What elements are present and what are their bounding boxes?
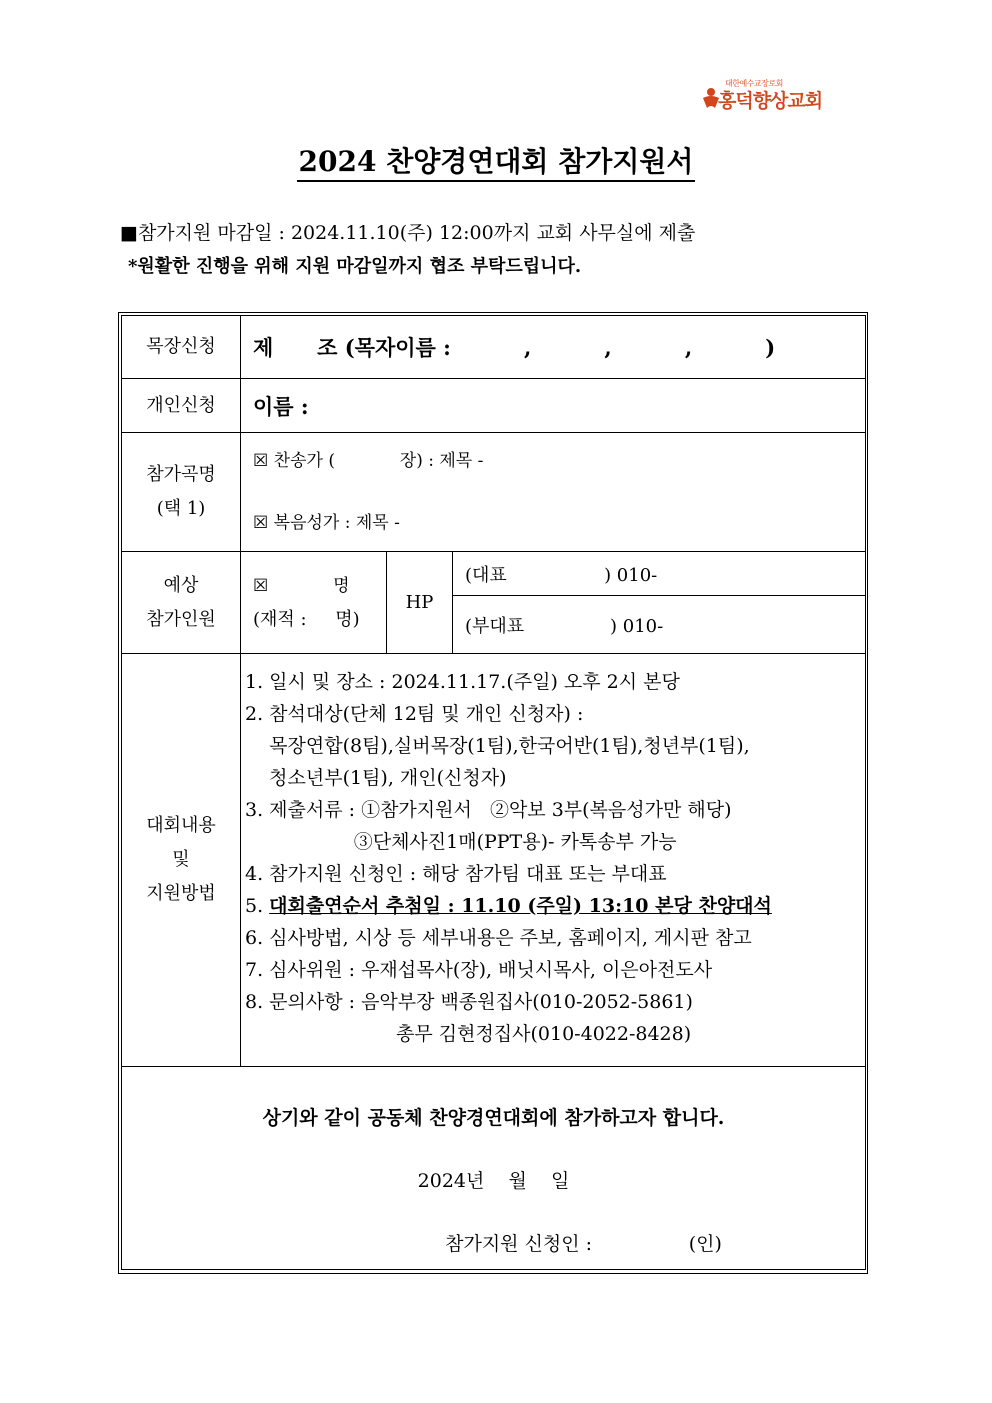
row-footer xyxy=(122,1067,866,1270)
song-title-label-line2: (택 1) xyxy=(156,498,206,519)
participation-statement: 상기와 같이 공동체 찬양경연대회에 참가하고자 합니다. xyxy=(262,1107,725,1129)
contest-details-label-line2: 및 xyxy=(172,849,190,870)
detail-item-4: 4. 참가지원 신청인 : 해당 참가팀 대표 또는 부대표 xyxy=(245,863,667,885)
participants-count[interactable]: ☒ 명 xyxy=(253,575,350,596)
gospel-option[interactable]: ☒ 복음성가 : 제목 - xyxy=(253,513,400,533)
row-song-title xyxy=(122,433,866,552)
applicant-signature[interactable]: 참가지원 신청인 : (인) xyxy=(445,1233,722,1255)
detail-item-5 xyxy=(245,890,865,922)
application-form-table xyxy=(121,315,866,1270)
contest-details-content xyxy=(241,654,866,1067)
contest-details-label-line3: 지원방법 xyxy=(146,883,216,904)
row-contest-details xyxy=(122,654,866,1067)
application-date[interactable]: 2024년 월 일 xyxy=(417,1170,570,1192)
cooperation-notice: *원활한 진행을 위해 지원 마감일까지 협조 부탁드립니다. xyxy=(128,256,582,277)
deadline-notice: ■참가지원 마감일 : 2024.11.10(주) 12:00까지 교회 사무실에 제출 xyxy=(120,222,696,244)
contest-details-label-line1: 대회내용 xyxy=(146,815,216,836)
page-title-text: 2024 찬양경연대회 참가지원서 xyxy=(297,145,696,182)
detail-item-2: 2. 참석대상(단체 12팀 및 개인 신청자) : xyxy=(245,703,584,725)
hp-label: HP xyxy=(387,552,453,654)
song-title-label xyxy=(122,433,241,552)
cell-group-label: 목장신청 xyxy=(122,316,241,379)
church-logo xyxy=(700,78,830,112)
detail-item-5-text: 대회출연순서 추첨일 : 11.10 (주일) 13:10 본당 찬양대석 xyxy=(269,895,772,917)
participants-label-line2: 참가인원 xyxy=(146,608,216,630)
footer-cell xyxy=(122,1067,866,1270)
detail-item-1: 1. 일시 및 장소 : 2024.11.17.(주일) 오후 2시 본당 xyxy=(245,671,680,693)
detail-item-8-cont: 총무 김현정집사(010-4022-8428) xyxy=(245,1023,692,1045)
cell-group-field[interactable]: 제 조 (목자이름 : , , , ) xyxy=(241,316,866,379)
detail-item-2-cont-1: 목장연합(8팀),실버목장(1팀),한국어반(1팀),청년부(1팀), xyxy=(245,735,750,757)
detail-item-8: 8. 문의사항 : 음악부장 백종원집사(010-2052-5861) xyxy=(245,991,693,1013)
participants-count-field xyxy=(241,552,387,654)
detail-item-6: 6. 심사방법, 시상 등 세부내용은 주보, 홈페이지, 게시판 참고 xyxy=(245,927,752,949)
logo-church-name: 홍덕향상교회 xyxy=(718,90,823,112)
sub-representative-phone-field[interactable]: (부대표 ) 010- xyxy=(453,596,866,654)
participants-label xyxy=(122,552,241,654)
detail-item-5-number: 5. xyxy=(245,895,270,917)
song-title-label-line1: 참가곡명 xyxy=(146,464,216,485)
detail-item-7: 7. 심사위원 : 우재섭목사(장), 배닛시목사, 이은아전도사 xyxy=(245,959,713,981)
detail-item-2-cont-2: 청소년부(1팀), 개인(신청자) xyxy=(245,767,507,789)
contest-details-label xyxy=(122,654,241,1067)
row-individual-application xyxy=(122,379,866,433)
row-expected-participants-a xyxy=(122,552,866,596)
participants-label-line1: 예상 xyxy=(163,574,199,596)
row-cell-group-application xyxy=(122,316,866,379)
song-title-field xyxy=(241,433,866,552)
individual-label: 개인신청 xyxy=(122,379,241,433)
logo-denomination: 대한예수교장로회 xyxy=(725,79,783,88)
individual-name-field[interactable]: 이름 : xyxy=(241,379,866,433)
enrolled-count[interactable]: (재적 : 명) xyxy=(253,608,360,630)
hymn-option[interactable]: ☒ 찬송가 ( 장) : 제목 - xyxy=(253,451,484,471)
representative-phone-field[interactable]: (대표 ) 010- xyxy=(453,552,866,596)
detail-item-3-cont: ③단체사진1매(PPT용)- 카톡송부 가능 xyxy=(245,831,677,853)
page-title xyxy=(0,140,992,180)
detail-item-3: 3. 제출서류 : ①참가지원서 ②악보 3부(복음성가만 해당) xyxy=(245,799,732,821)
